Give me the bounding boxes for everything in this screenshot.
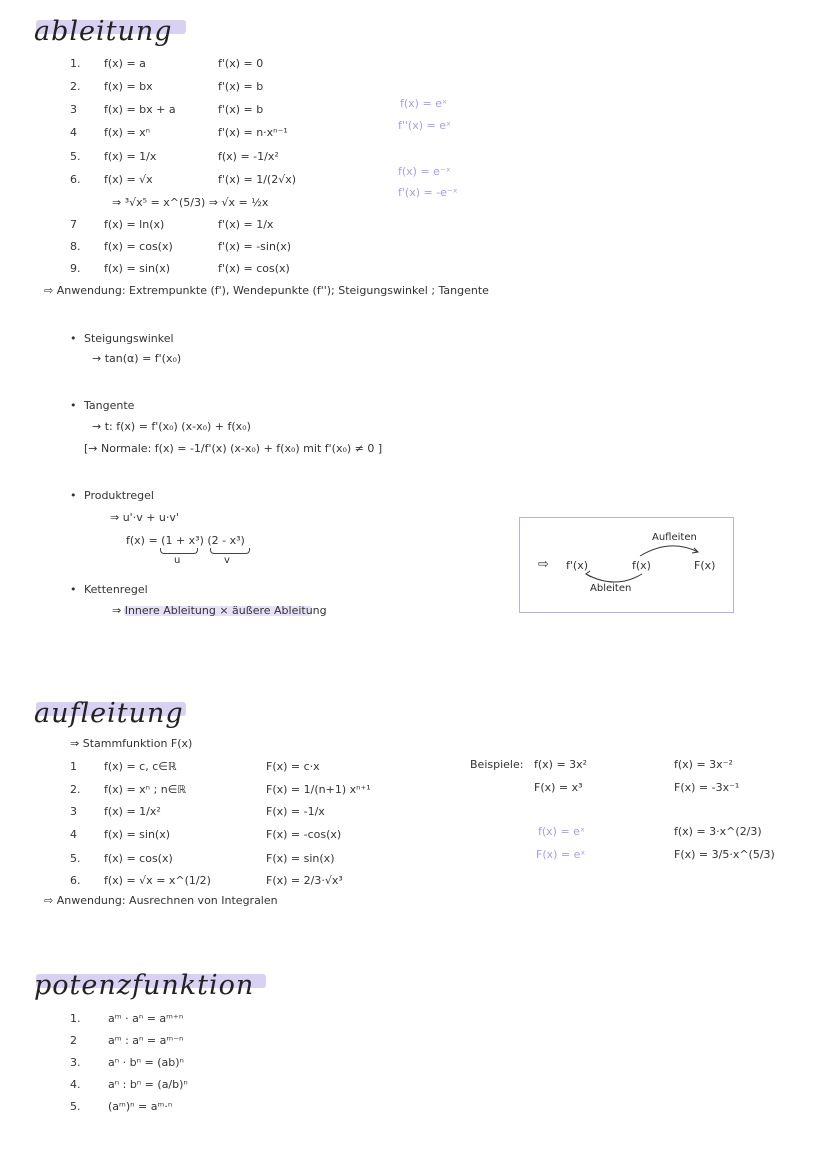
bullet-icon: • [70, 399, 77, 412]
pot-row-t: aᵐ · aⁿ = aᵐ⁺ⁿ [108, 1012, 184, 1025]
extra-f: f(x) = 3·x^(2/3) [674, 825, 762, 838]
exp-note: f'(x) = -e⁻ˣ [398, 186, 458, 199]
box-bottom-label: Ableiten [590, 583, 632, 594]
auf-row-f: f(x) = 1/x² [104, 805, 161, 818]
pot-row-num: 2 [70, 1034, 77, 1047]
underbrace-v [210, 548, 250, 554]
auf-row-num: 4 [70, 828, 77, 841]
abl-row-num: 5. [70, 150, 81, 163]
auf-row-F: F(x) = -cos(x) [266, 828, 342, 841]
abl-row-f: f(x) = 1/x [104, 150, 157, 163]
auf-row-f: f(x) = xⁿ ; n∈ℝ [104, 783, 187, 796]
ableitung-anwendung: ⇨ Anwendung: Extrempunkte (f'), Wendepunkte (f''); Steigungswinkel ; Tangente [44, 284, 489, 297]
abl-row-f: f(x) = cos(x) [104, 240, 173, 253]
ketten-title: Kettenregel [84, 583, 148, 596]
auf-row-num: 3 [70, 805, 77, 818]
produkt-formula: ⇒ u'·v + u·v' [110, 511, 179, 524]
beispiel-f: f(x) = 3x² [534, 758, 588, 771]
abl-row-num: 9. [70, 262, 81, 275]
aufleitung-heading: aufleitung [34, 698, 184, 729]
exp-note: f(x) = eˣ [538, 825, 585, 838]
auf-row-num: 1 [70, 760, 77, 773]
aufleitung-anwendung: ⇨ Anwendung: Ausrechnen von Integralen [44, 894, 278, 907]
produkt-title: Produktregel [84, 489, 154, 502]
auf-row-f: f(x) = sin(x) [104, 828, 171, 841]
normale-formula: [→ Normale: f(x) = -1/f'(x) (x-x₀) + f(x₀) mit f'(x₀) ≠ 0 ] [84, 442, 383, 455]
exp-note: F(x) = eˣ [536, 848, 586, 861]
box-top-label: Aufleiten [652, 532, 697, 543]
ableiten-aufleiten-box [519, 517, 734, 613]
exp-note: f(x) = e⁻ˣ [398, 165, 451, 178]
ableitung-heading: ableitung [34, 16, 173, 47]
auf-row-f: f(x) = √x = x^(1/2) [104, 874, 211, 887]
auf-row-F: F(x) = 1/(n+1) xⁿ⁺¹ [266, 783, 371, 796]
pot-row-num: 1. [70, 1012, 81, 1025]
extra-F: F(x) = 3/5·x^(5/3) [674, 848, 775, 861]
steigung-formula: → tan(α) = f'(x₀) [92, 352, 182, 365]
abl-row-f: f(x) = bx + a [104, 103, 176, 116]
abl-row-f: f(x) = sin(x) [104, 262, 171, 275]
auf-row-F: F(x) = sin(x) [266, 852, 335, 865]
auf-row-f: f(x) = cos(x) [104, 852, 173, 865]
pot-row-num: 4. [70, 1078, 81, 1091]
auf-row-F: F(x) = c·x [266, 760, 320, 773]
stammfunktion: ⇒ Stammfunktion F(x) [70, 737, 193, 750]
abl-row-num: 2. [70, 80, 81, 93]
pot-row-t: aⁿ · bⁿ = (ab)ⁿ [108, 1056, 184, 1069]
potenz-heading: potenzfunktion [34, 970, 255, 1001]
abl-row-num: 3 [70, 103, 77, 116]
auf-row-F: F(x) = 2/3·√x³ [266, 874, 343, 887]
steigung-title: Steigungswinkel [84, 332, 174, 345]
pot-row-num: 5. [70, 1100, 81, 1113]
abl-row-d: f'(x) = 0 [218, 57, 264, 70]
abl-row-d: f(x) = -1/x² [218, 150, 279, 163]
beispiele-label: Beispiele: [470, 758, 524, 771]
beispiel-F: F(x) = -3x⁻¹ [674, 781, 740, 794]
beispiel-f: f(x) = 3x⁻² [674, 758, 733, 771]
abl-row-d: f'(x) = n·xⁿ⁻¹ [218, 126, 288, 139]
produkt-example: f(x) = (1 + x³) (2 - x³) [126, 534, 245, 547]
pot-row-t: aᵐ : aⁿ = aᵐ⁻ⁿ [108, 1034, 184, 1047]
auf-row-f: f(x) = c, c∈ℝ [104, 760, 177, 773]
produkt-v: v [224, 555, 230, 566]
exp-note: f''(x) = eˣ [398, 119, 451, 132]
abl-row-d: f'(x) = -sin(x) [218, 240, 292, 253]
abl-row-num: 7 [70, 218, 77, 231]
auf-row-F: F(x) = -1/x [266, 805, 325, 818]
bullet-icon: • [70, 332, 77, 345]
abl-row-num: 8. [70, 240, 81, 253]
abl-row-d: f'(x) = 1/x [218, 218, 274, 231]
underbrace-u [160, 548, 198, 554]
bullet-icon: • [70, 583, 77, 596]
box-f1: f'(x) [566, 559, 588, 572]
box-f2: f(x) [632, 559, 651, 572]
pot-row-t: (aᵐ)ⁿ = aᵐ·ⁿ [108, 1100, 173, 1113]
beispiel-F: F(x) = x³ [534, 781, 583, 794]
abl-row-num: 4 [70, 126, 77, 139]
pot-row-num: 3. [70, 1056, 81, 1069]
abl-row-num: 1. [70, 57, 81, 70]
produkt-u: u [174, 555, 181, 566]
auf-row-num: 6. [70, 874, 81, 887]
abl-row-f: f(x) = √x [104, 173, 153, 186]
arrow-right-icon: ⇨ [538, 557, 549, 572]
box-f3: F(x) [694, 559, 716, 572]
abl-row-d: f'(x) = b [218, 103, 264, 116]
abl-row-f: f(x) = xⁿ [104, 126, 151, 139]
abl-row-f: ⇒ ³√x⁵ = x^(5/3) ⇒ √x = ½x [112, 196, 269, 209]
abl-row-d: f'(x) = cos(x) [218, 262, 290, 275]
abl-row-f: f(x) = bx [104, 80, 153, 93]
abl-row-d: f'(x) = b [218, 80, 264, 93]
tangente-title: Tangente [84, 399, 135, 412]
tangente-formula: → t: f(x) = f'(x₀) (x-x₀) + f(x₀) [92, 420, 251, 433]
bullet-icon: • [70, 489, 77, 502]
aufleiten-arrow-icon [520, 518, 733, 612]
exp-note: f(x) = eˣ [400, 97, 447, 110]
ketten-formula: ⇒ Innere Ableitung × äußere Ableitung [112, 604, 327, 617]
abl-row-f: f(x) = a [104, 57, 146, 70]
abl-row-f: f(x) = ln(x) [104, 218, 165, 231]
abl-row-num: 6. [70, 173, 81, 186]
auf-row-num: 2. [70, 783, 81, 796]
pot-row-t: aⁿ : bⁿ = (a/b)ⁿ [108, 1078, 188, 1091]
abl-row-d: f'(x) = 1/(2√x) [218, 173, 297, 186]
auf-row-num: 5. [70, 852, 81, 865]
